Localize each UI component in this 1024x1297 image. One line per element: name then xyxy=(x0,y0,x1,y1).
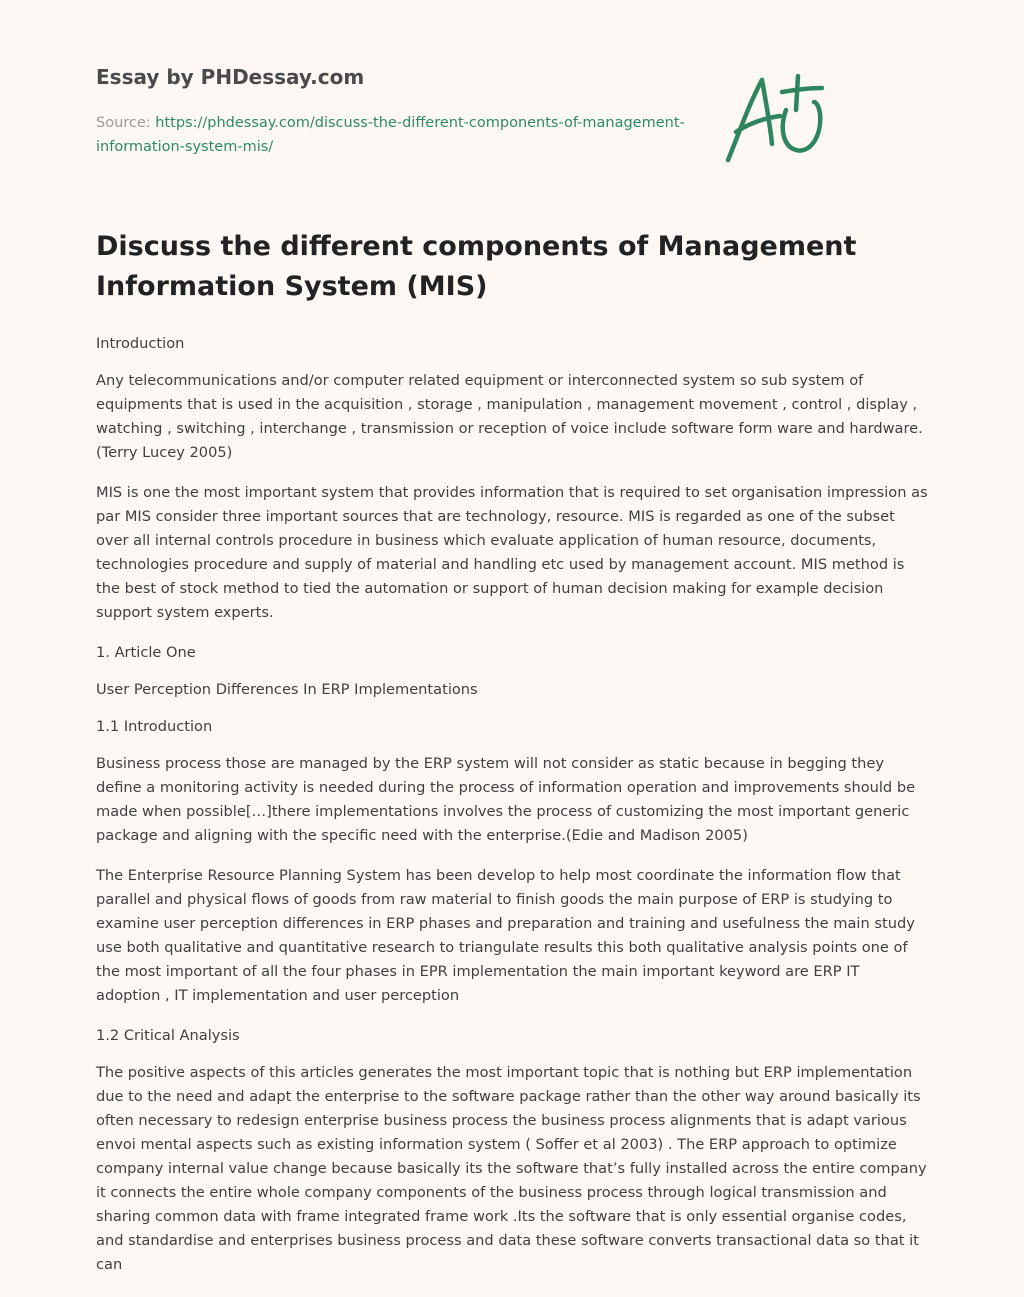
source-link[interactable]: https://phdessay.com/discuss-the-different-components-of-management-information-system-mis/ xyxy=(96,115,685,155)
paragraph-3: Business process those are managed by the ERP system will not consider as static because in begging they define a monitoring activity is needed during the process of information operation and improvements should be made when possible[…]there implementations involves the process of customizing the most important generic package and aligning with the specific need with the enterprise.(Edie and Madison 2005) xyxy=(96,755,916,844)
source-line xyxy=(96,111,736,159)
paragraph-5: The positive aspects of this articles generates the most important topic that is nothing but ERP implementation due to the need and adapt the enterprise to the software package rather than the other way around basically its often necessary to redesign enterprise business process the business process alignments that is adapt various envoi mental aspects such as existing information system ( Soffer et al 2003) . The ERP approach to optimize company internal value change because basically its the software that’s fully installed across the entire company it connects the entire whole company components of the business process through logical transmission and sharing common data with frame integrated frame work .Its the software that is only essential organise codes, and standardise and enterprises business process and data these software converts transactional data so that it can xyxy=(96,1064,927,1273)
page-title: Discuss the different components of Management Information System (MIS) xyxy=(96,231,857,302)
logo-circle xyxy=(783,102,820,151)
a-plus-logo-icon xyxy=(724,66,828,166)
article-one-subtitle: User Perception Differences In ERP Implementations xyxy=(96,681,478,698)
site-name: Essay by PHDessay.com xyxy=(96,65,365,89)
logo-a-right-stroke xyxy=(762,80,772,144)
source-label: Source: xyxy=(96,115,151,131)
paragraph-4: The Enterprise Resource Planning System has been develop to help most coordinate the information flow that parallel and physical flows of goods from raw material to finish goods the main purpose of ERP is studying to examine user perception differences in ERP phases and preparation and training and usefulness the main study use both qualitative and quantitative research to triangulate results this both qualitative analysis points one of the most important of all the four phases in EPR implementation the main important keyword are ERP IT adoption , IT implementation and user perception xyxy=(96,867,915,1004)
section-heading-introduction: Introduction xyxy=(96,335,185,352)
logo-plus-horizontal xyxy=(782,88,822,92)
section-heading-1-1: 1.1 Introduction xyxy=(96,718,213,735)
article-body xyxy=(96,332,928,1277)
logo-plus-vertical xyxy=(796,76,798,110)
paragraph-2: MIS is one the most important system that provides information that is required to set organisation impression as par MIS consider three important sources that are technology, resource. MIS is regarded as one of the subset over all internal controls procedure in business which evaluate application of human resource, documents, technologies procedure and supply of material and handling etc used by management account. MIS method is the best of stock method to tied the automation or support of human decision making for example decision support system experts. xyxy=(96,484,928,621)
section-heading-article-one: 1. Article One xyxy=(96,644,196,661)
header xyxy=(96,0,928,205)
section-heading-1-2: 1.2 Critical Analysis xyxy=(96,1027,240,1044)
paragraph-1: Any telecommunications and/or computer related equipment or interconnected system so sub system of equipments that is used in the acquisition , storage , manipulation , management movement , control , display , watching , switching , interchange , transmission or reception of voice include software form ware and hardware.(Terry Lucey 2005) xyxy=(96,372,923,461)
